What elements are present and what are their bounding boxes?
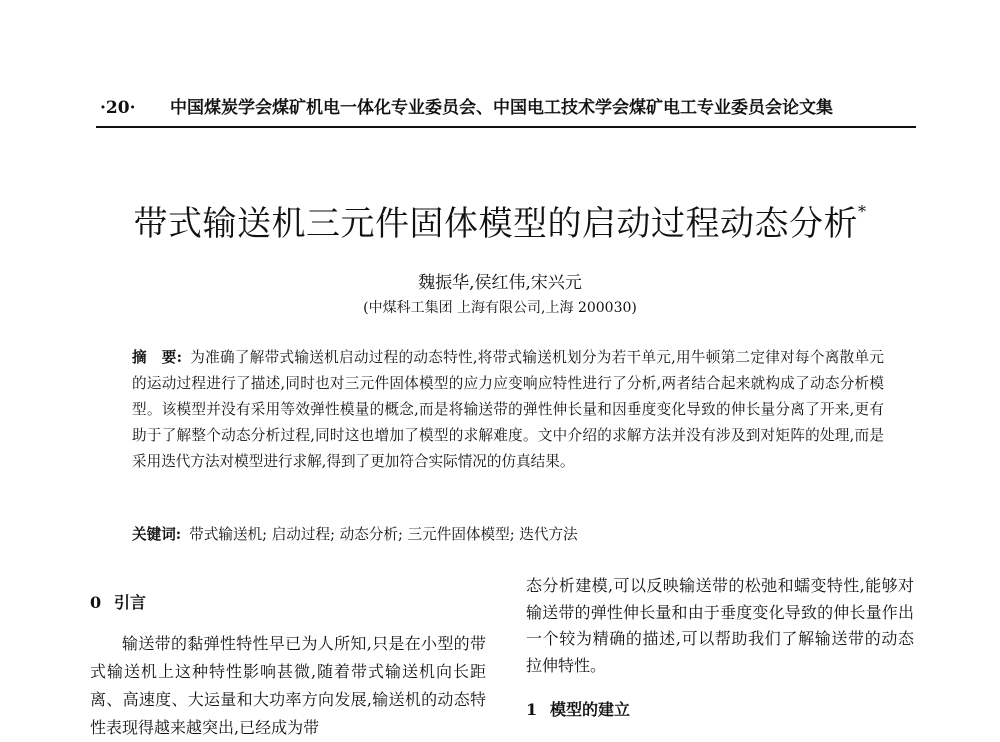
- journal-name: 中国煤炭学会煤矿机电一体化专业委员会、中国电工技术学会煤矿电工专业委员会论文集: [170, 98, 833, 118]
- right-column: [526, 573, 914, 725]
- section-number: 0: [90, 593, 102, 612]
- left-column: [90, 588, 486, 742]
- section-number: 1: [526, 700, 538, 719]
- running-header: [100, 96, 916, 120]
- keywords: [132, 523, 884, 547]
- section-heading-intro: [90, 588, 486, 618]
- abstract-text: 为准确了解带式输送机启动过程的动态特性,将带式输送机划分为若干单元,用牛顿第二定律对每个离散单元的运动过程进行了描述,同时也对三元件固体模型的应力应变响应特性进行了分析,两者结合起来就构成了动态分析模型。该模型并没有采用等效弹性模量的概念,而是将输送带的弹性伸长量和因垂度变化导致的伸长量分离了开来,更有助于了解整个动态分析过程,同时这也增加了模型的求解难度。文中介绍的求解方法并没有涉及到对矩阵的处理,而是采用迭代方法对模型进行求解,得到了更加符合实际情况的仿真结果。: [132, 349, 884, 470]
- affiliation: (中煤科工集团 上海有限公司,上海 200030): [363, 300, 637, 316]
- paper-title-text: 带式输送机三元件固体模型的启动过程动态分析: [133, 204, 858, 244]
- section-heading-model: [526, 695, 914, 725]
- header-rule: [96, 126, 916, 128]
- authors: 魏振华,侯红伟,宋兴元: [418, 273, 582, 293]
- section-title: 引言: [114, 593, 147, 612]
- keywords-text: 带式输送机; 启动过程; 动态分析; 三元件固体模型; 迭代方法: [189, 526, 578, 543]
- continued-paragraph: 态分析建模,可以反映输送带的松弛和蠕变特性,能够对输送带的弹性伸长量和由于垂度变化导致的伸长量作出一个较为精确的描述,可以帮助我们了解输送带的动态拉伸特性。: [526, 576, 914, 675]
- title-footnote-mark: *: [858, 202, 867, 221]
- paper-title: [60, 188, 940, 248]
- section-title: 模型的建立: [550, 700, 631, 719]
- intro-paragraph: 输送带的黏弹性特性早已为人所知,只是在小型的带式输送机上这种特性影响甚微,随着带式输送机向长距离、高速度、大运量和大功率方向发展,输送机的动态特性表现得越来越突出,已经成为带: [90, 634, 486, 737]
- keywords-label: 关键词:: [132, 526, 182, 543]
- abstract: [132, 345, 884, 475]
- page-number: ·20·: [100, 98, 136, 118]
- abstract-label: 摘 要:: [132, 349, 183, 366]
